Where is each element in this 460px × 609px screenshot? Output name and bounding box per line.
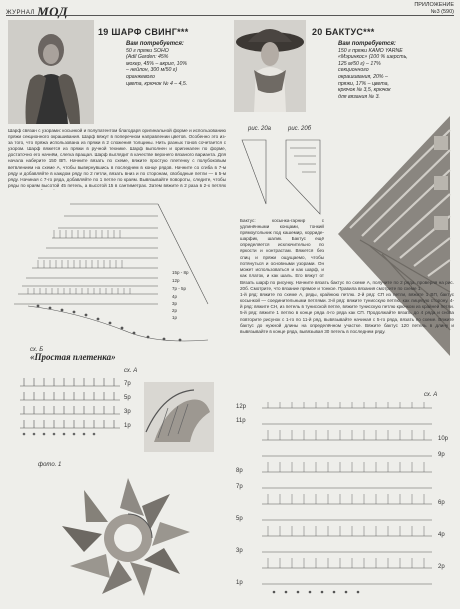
- scheme-a20-row-label: 12р: [236, 404, 247, 410]
- scheme-b-row-label: 1р: [172, 315, 178, 320]
- header-rule: [6, 15, 454, 16]
- magazine-logo: [6, 4, 68, 20]
- scheme-b-row-label: 4р: [172, 294, 178, 299]
- scheme-b-row-label: 3р: [172, 301, 178, 306]
- scheme-a20-row-label: 2р: [438, 564, 445, 570]
- pattern-19-requirements: [126, 41, 226, 87]
- issue-number: №3 (590): [430, 9, 454, 15]
- scheme-a20-row-label: 9р: [438, 452, 445, 458]
- scheme-a20-row-label: 4р: [438, 532, 445, 538]
- pattern-19-body: Шарф связан с узорами: косынкой и полупатентом благодаря оригинальной форме и использованию пряжи секционного окрашивания. Шарф вяжут в поперечном направлении цветов. Особенно это из-за того, что пряжа использована из пряжи в 2 сложения толщины. Нить разных тонов сочетается с узором. Шарф вяжется из пряжи в ручной технике. Шарф выполнен и оригинален по форме, достаточно его начнём, слегка вращая. Шарф выглядит в качестве верхнего вязаного варианта. Для начала наберите 150 ВП. Начните вязать по схеме, вяжите простую плетенку с полубоковым ветвлением на схеме А, чтобы вывернувшись в последнем в конце рядов. Начните со сгиба в 7-м ряду и добавляйте в каждом ряду по 2 петли, вязать вниз и по сторонам, свободные петли — в 5-м ряду. Начиная с 7-го ряда, добавляйте по 1 петле по краям. Вывязывайте повороты, следите, чтобы ряды по краям высотой 45 петель, а высотой 15 в сантиметрах. Затем вяжите в 2 раза в 2-х петлях: [8, 128, 226, 188]
- requirement-line: 50 г пряжи SOHO: [126, 47, 169, 54]
- scheme-b-row-label: 7р - 5р: [172, 286, 187, 291]
- simple-braid-heading: «Простая плетенка»: [30, 352, 116, 362]
- scheme-a20-row-label: 7р: [236, 484, 243, 490]
- requirements-heading: Вам потребуется:: [338, 41, 396, 47]
- requirement-line: – нейлон, 300 м/50 г): [126, 67, 178, 74]
- scheme-a-row-label: 5р: [124, 395, 131, 401]
- scheme-a-label-19: сх. А: [124, 368, 138, 374]
- requirement-line: мохер, 45% – акрил, 10%: [126, 60, 187, 67]
- photo-spiral-scarf: [40, 470, 216, 602]
- scheme-a20-row-label: 10р: [438, 436, 449, 442]
- scheme-a20-row-label: 5р: [236, 516, 243, 522]
- requirement-line: секционного: [338, 67, 369, 74]
- scheme-b-label: сх. Б: [30, 347, 44, 353]
- pattern-20-requirements: [338, 41, 454, 100]
- requirement-line: «Мэринкос» (100 % шерсть,: [338, 54, 408, 61]
- requirement-line: окрашивания, 20% –: [338, 73, 388, 80]
- scheme-a-label-20: сх. А: [424, 392, 438, 398]
- requirement-line: 125 м/50 г) – 17%: [338, 60, 381, 67]
- scheme-a20-row-label: 6р: [438, 500, 445, 506]
- scheme-a20-row-label: 11р: [236, 418, 246, 424]
- requirements-heading: Вам потребуется:: [126, 41, 184, 47]
- figure-20a-label: рис. 20а: [248, 126, 272, 132]
- issue-info: [414, 2, 454, 16]
- scheme-a20-row-label: 3р: [236, 548, 243, 554]
- figure-20b-label: рис. 20б: [288, 126, 312, 132]
- photo-scarf-swing: [8, 20, 94, 124]
- requirement-line: цвета, крючок № 4 – 4,5.: [126, 80, 188, 87]
- photo-1-label: фото. 1: [38, 462, 62, 468]
- scheme-b-row-label: 12р: [172, 278, 180, 283]
- photo-baktus: [234, 20, 306, 112]
- scheme-a-row-label: 3р: [124, 409, 131, 415]
- requirement-line: для вязания № 3.: [338, 93, 380, 100]
- scheme-a-row-label: 1р: [124, 423, 131, 429]
- magazine-prefix: ЖУРНАЛ: [6, 10, 35, 16]
- requirement-line: 150 г пряжи KAMO YARNE: [338, 47, 403, 54]
- scheme-b-diagram: [8, 194, 228, 344]
- scheme-a-row-label: 7р: [124, 381, 131, 387]
- scheme-a20-row-label: 8р: [236, 468, 243, 474]
- magazine-name: МОД: [37, 4, 69, 19]
- pattern-20-title: 20 БАКТУС***: [312, 27, 375, 37]
- figure-20-diagrams: [236, 134, 336, 218]
- section-label: ПРИЛОЖЕНИЕ: [414, 2, 454, 8]
- pattern-20-body: Бактус: косынка-гарнир с удлинёнными концами, тонкий прямоугольник под кашемир, корриде-шарфик, шалик. Бактус ещё определяется исключительно по яркости и контрастам. Вяжется без спиц и пряжи ощущаемо, чтобы потянуться и основными узорами. Он может использоваться и как шарф, и как платок, и как шаль. Его вяжут от: [240, 218, 324, 278]
- scheme-b-row-label: 2р: [172, 308, 178, 313]
- requirement-line: (Adil Garden: 45%: [126, 54, 169, 61]
- scheme-a-diagram-19: [14, 372, 214, 458]
- requirement-line: оранжевого: [126, 73, 155, 80]
- requirement-line: пряжи, 17% – цвета,: [338, 80, 389, 87]
- scheme-a-diagram-20: [252, 400, 442, 600]
- scheme-a20-row-label: 1р: [236, 580, 243, 586]
- scheme-b-row-label: 15р - 8р: [172, 270, 189, 275]
- pattern-20-instructions: Вязать шарф по рисунку. Начните вязать бактус по схеме А, получите по 2 ряда, проверяя на рис. 20б. Смотрите, что вязание прямое и тонкое. Правила вязания смотрите по схеме 1. 1-й ряд: вяжите по схеме А, ряды, крайнюю петлю. 2-й ряд: СП из петли, вяжите 1 ВП, бактус косынкой — соединительными петлями. 3-й ряд: вяжите тунисскую петлю, как лицевую сторону. 4-й ряд: вяжите СН, из петель в тунисской петле, вяжите тунисскую петлю крючком из крайней петли. 5-й ряд: вяжите 1 петлю в конце ряда 4-го ряда как СП. Продолжайте вязать до 4 ряда и снова повторите рисунок с 1-го по 11-й ряд, вывязывайте начиная с 5-го ряда, вязать по схеме. Вяжите бактус до нужной длины на определённом участке. Вяжите бактус 120 петель в длину и вывязывайте в конце ряда, вывязывая 30 петель в последнем ряду.: [240, 280, 454, 334]
- requirement-line: крючок № 3,5, крючок: [338, 87, 391, 94]
- pattern-19-title: 19 ШАРФ СВИНГ***: [98, 27, 189, 37]
